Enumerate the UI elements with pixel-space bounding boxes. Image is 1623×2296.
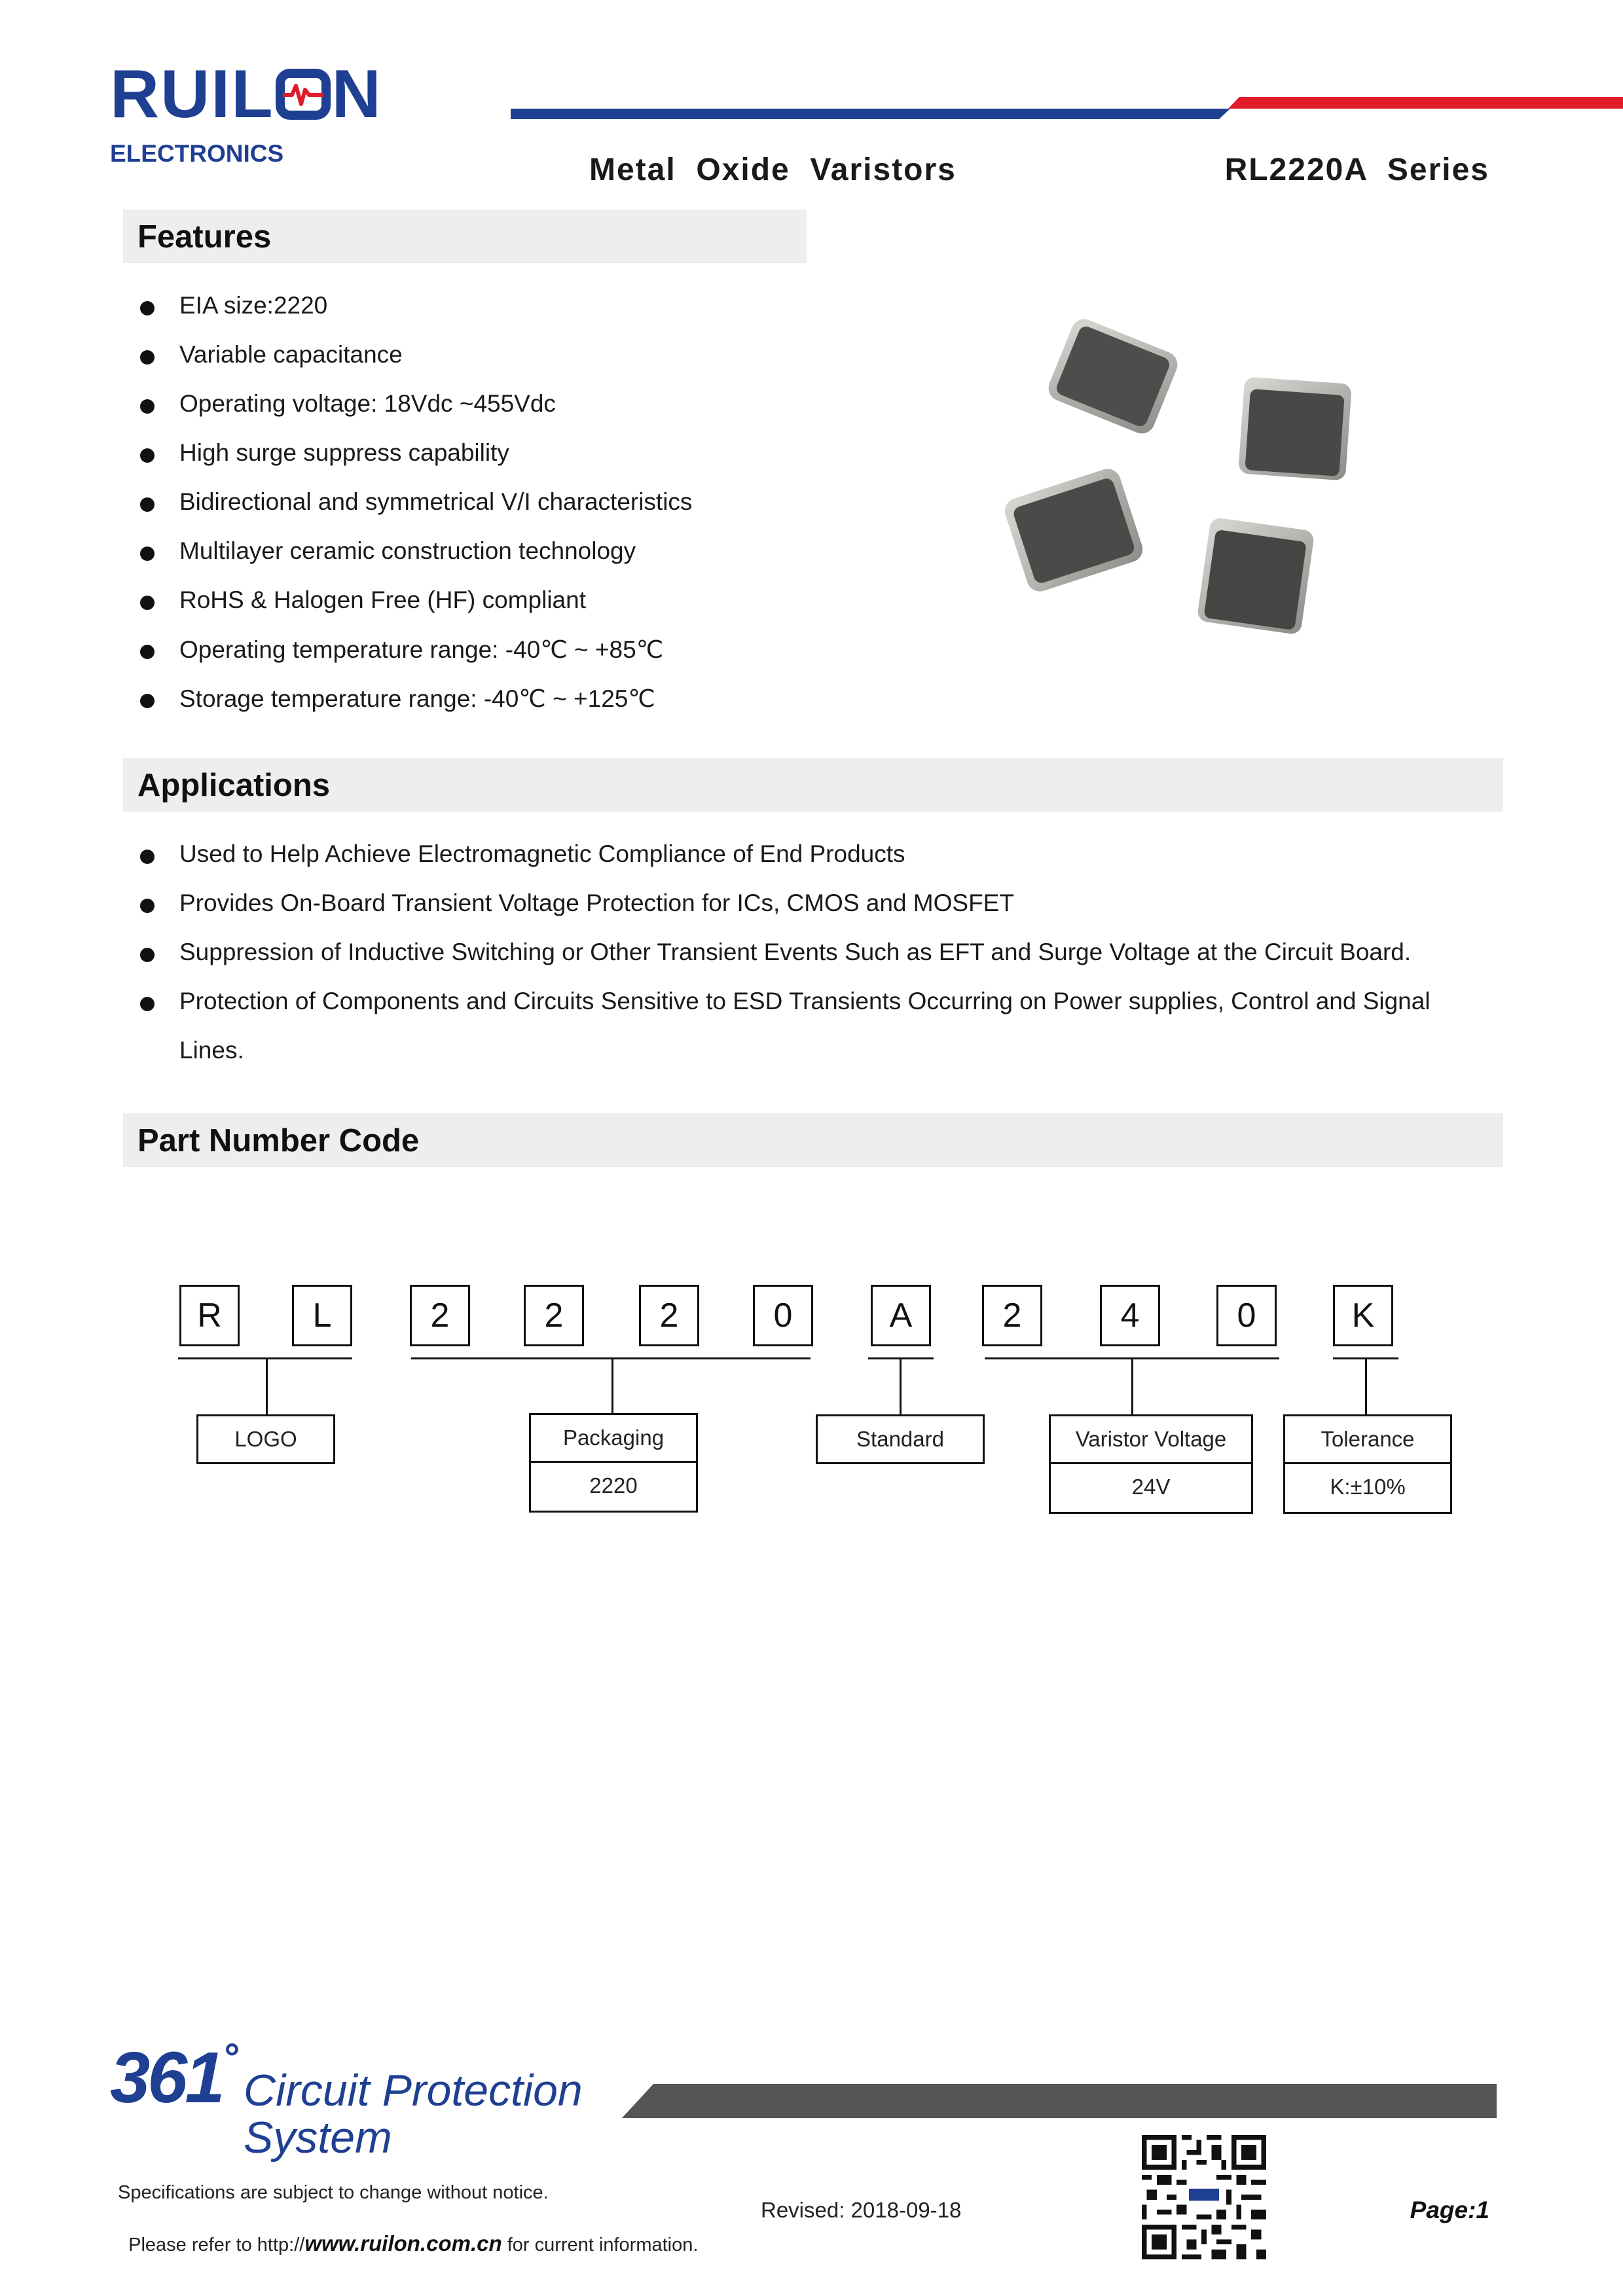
bracket-line xyxy=(900,1357,902,1415)
list-item: High surge suppress capability xyxy=(140,439,692,488)
bullet-icon xyxy=(140,596,155,610)
brand-361-logo: 361° xyxy=(110,2036,238,2118)
varistor-chip xyxy=(1197,517,1315,636)
list-item: Operating temperature range: -40℃ ~ +85℃ xyxy=(140,636,692,685)
part-char-box: 2 xyxy=(524,1285,584,1346)
document-title: Metal Oxide Varistors xyxy=(589,152,957,187)
applications-heading xyxy=(123,758,1503,812)
bracket-line xyxy=(178,1357,352,1359)
list-item: Storage temperature range: -40℃ ~ +125℃ xyxy=(140,685,692,734)
list-item-continuation: Lines. xyxy=(179,1037,244,1064)
brand-tagline: Circuit Protection xyxy=(244,2066,583,2115)
part-char-box: 0 xyxy=(1216,1285,1277,1346)
bullet-icon xyxy=(140,899,155,913)
ruilon-logo: RUIL N xyxy=(110,56,382,132)
varistor-chip xyxy=(1045,315,1182,438)
applications-list xyxy=(140,840,1431,1086)
list-item: Bidirectional and symmetrical V/I characteristics xyxy=(140,488,692,537)
bullet-icon xyxy=(140,997,155,1011)
bracket-line xyxy=(611,1357,613,1415)
part-char-box: R xyxy=(179,1285,240,1346)
logo-label: LOGO xyxy=(196,1414,335,1464)
list-item: Variable capacitance xyxy=(140,341,692,390)
header-rule xyxy=(511,97,1623,126)
bullet-icon xyxy=(140,645,155,659)
series-name: RL2220A Series xyxy=(1224,152,1489,187)
features-title: Features xyxy=(137,219,272,255)
product-image xyxy=(995,314,1362,648)
part-char-box: L xyxy=(292,1285,352,1346)
bullet-icon xyxy=(140,948,155,962)
bullet-icon xyxy=(140,399,155,414)
part-char-box: 0 xyxy=(753,1285,813,1346)
part-number-heading xyxy=(123,1113,1503,1167)
packaging-label: Packaging 2220 xyxy=(529,1413,698,1513)
part-char-box: 4 xyxy=(1100,1285,1160,1346)
list-item: RoHS & Halogen Free (HF) compliant xyxy=(140,586,692,636)
list-item: Multilayer ceramic construction technology xyxy=(140,537,692,586)
bullet-icon xyxy=(140,301,155,315)
list-item: Provides On-Board Transient Voltage Protection for ICs, CMOS and MOSFET xyxy=(140,889,1431,939)
notice-line2: Please refer to http://www.ruilon.com.cn for current information. xyxy=(128,2231,699,2255)
part-char-box: A xyxy=(871,1285,931,1346)
applications-title: Applications xyxy=(137,768,331,803)
logo-subtitle: ELECTRONICS xyxy=(110,140,284,167)
part-char-box: K xyxy=(1333,1285,1393,1346)
list-item: Protection of Components and Circuits Sensitive to ESD Transients Occurring on Power supplies, Control and Signal xyxy=(140,988,1431,1037)
bracket-line xyxy=(411,1357,811,1359)
bullet-icon xyxy=(140,694,155,708)
varistor-voltage-label: Varistor Voltage 24V xyxy=(1049,1414,1253,1514)
qr-code-icon xyxy=(1142,2135,1266,2259)
logo-text xyxy=(110,60,379,128)
bullet-icon xyxy=(140,547,155,561)
varistor-chip xyxy=(1002,465,1146,595)
part-char-box: 2 xyxy=(639,1285,699,1346)
brand-tagline-line2: System xyxy=(244,2113,392,2162)
varistor-chip xyxy=(1238,376,1352,480)
part-char-box: 2 xyxy=(410,1285,470,1346)
list-item: EIA size:2220 xyxy=(140,292,692,341)
list-item: Used to Help Achieve Electromagnetic Compliance of End Products xyxy=(140,840,1431,889)
website-link[interactable]: www.ruilon.com.cn xyxy=(304,2231,502,2255)
bracket-line xyxy=(1365,1357,1367,1415)
revised-date: Revised: 2018-09-18 xyxy=(761,2198,962,2222)
bullet-icon xyxy=(140,850,155,864)
page-number: Page:1 xyxy=(1410,2197,1489,2223)
part-char-box: 2 xyxy=(982,1285,1042,1346)
bullet-icon xyxy=(140,497,155,512)
footer-band xyxy=(622,2084,1499,2118)
standard-label: Standard xyxy=(816,1414,985,1464)
list-item: Suppression of Inductive Switching or Other Transient Events Such as EFT and Surge Voltage at the Circuit Board. xyxy=(140,939,1431,988)
features-list xyxy=(140,292,692,734)
list-item: Operating voltage: 18Vdc ~455Vdc xyxy=(140,390,692,439)
notice-line1: Specifications are subject to change without notice. xyxy=(118,2182,549,2203)
bracket-line xyxy=(266,1357,268,1415)
features-heading xyxy=(123,209,807,263)
bullet-icon xyxy=(140,448,155,463)
part-number-title: Part Number Code xyxy=(137,1123,420,1158)
bracket-line xyxy=(1131,1357,1133,1415)
bullet-icon xyxy=(140,350,155,365)
tolerance-label: Tolerance K:±10% xyxy=(1283,1414,1452,1514)
heartbeat-icon xyxy=(276,69,331,120)
